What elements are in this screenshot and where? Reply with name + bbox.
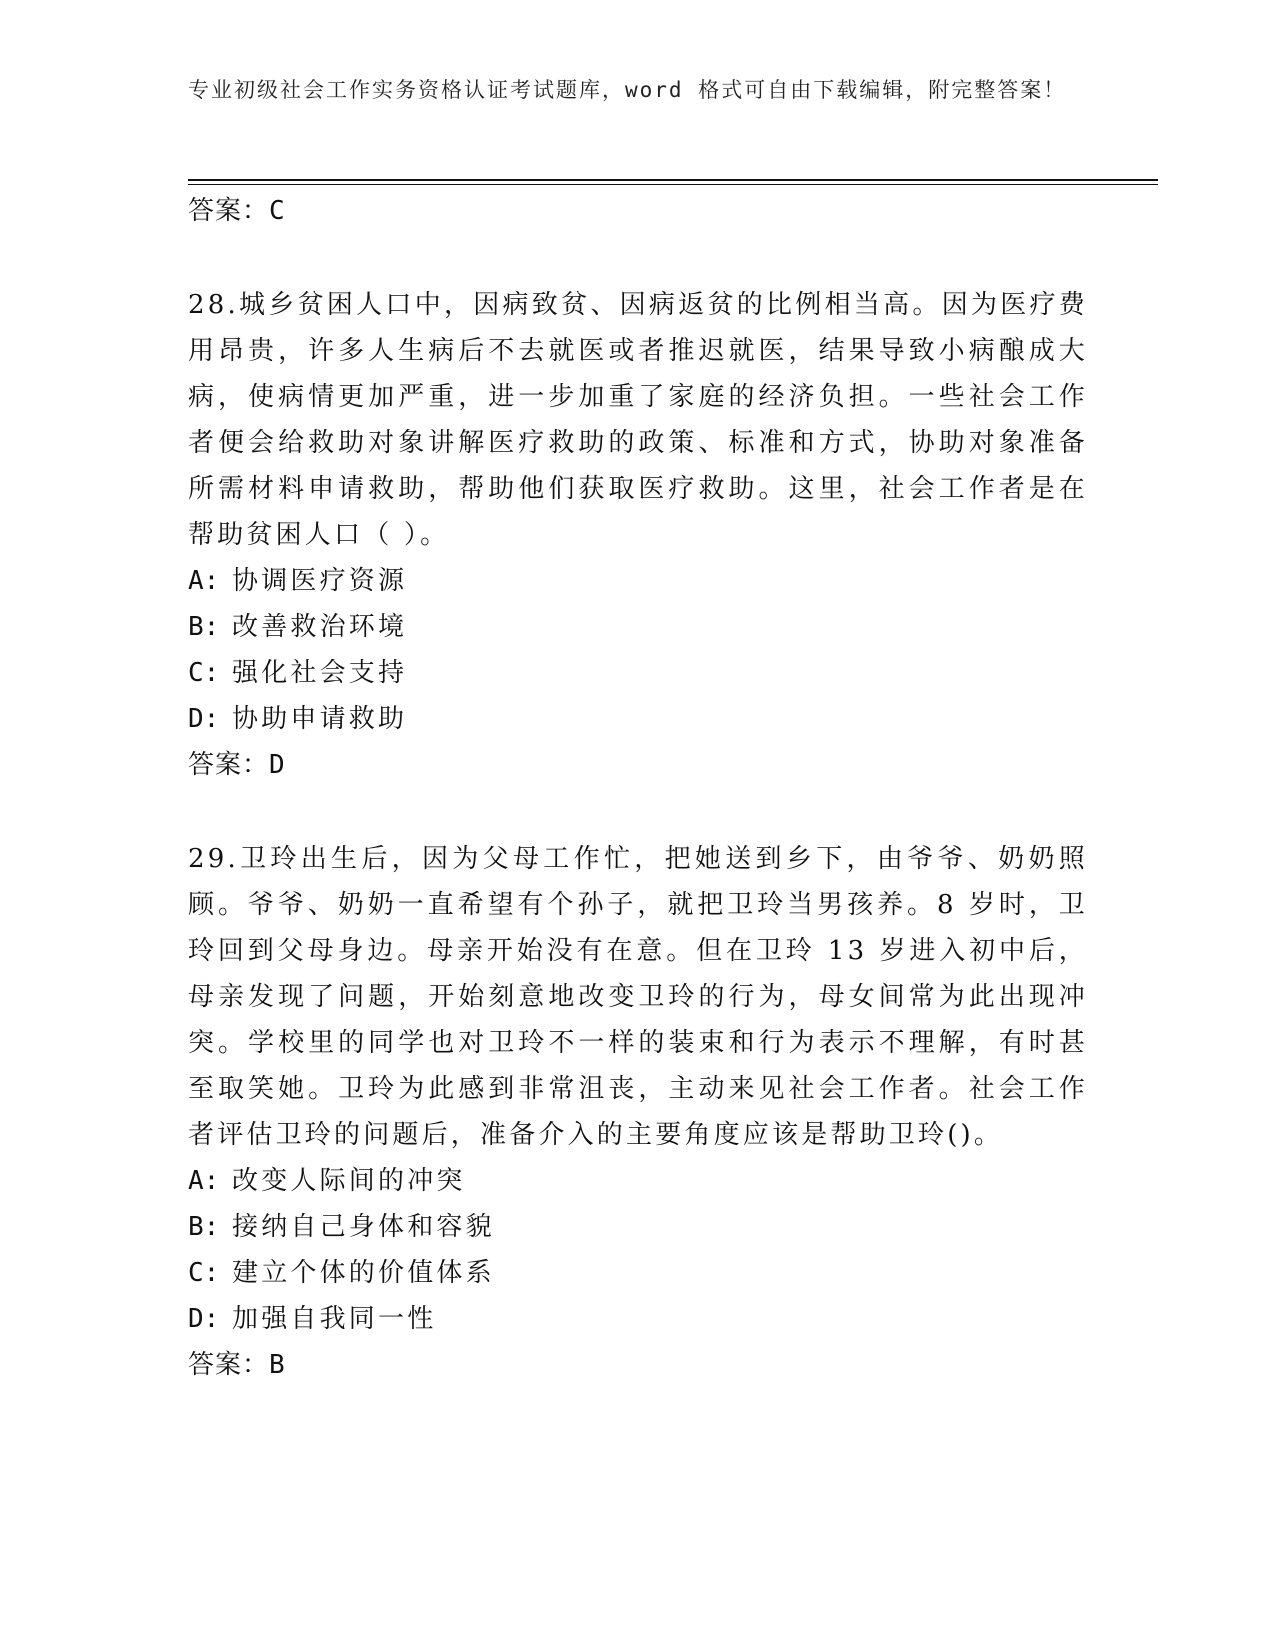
- option-key: A:: [188, 566, 220, 596]
- answer-line: 答案：B: [188, 1350, 286, 1380]
- option-a: [188, 558, 1088, 604]
- question-stem: 28.城乡贫困人口中，因病致贫、因病返贫的比例相当高。因为医疗费用昂贵，许多人生病后不去就医或者推迟就医，结果导致小病酿成大病，使病情更加严重，进一步加重了家庭的经济负担。一些社会工作者便会给救助对象讲解医疗救助的政策、标准和方式，协助对象准备所需材料申请救助，帮助他们获取医疗救助。这里，社会工作者是在帮助贫困人口（ ）。: [188, 290, 1088, 550]
- answer-line: 答案：D: [188, 750, 286, 780]
- option-text: 加强自我同一性: [232, 1304, 437, 1334]
- header-divider-thin: [188, 184, 1158, 185]
- page-header-text: 专业初级社会工作实务资格认证考试题库，word 格式可自由下载编辑，附完整答案！: [188, 78, 1067, 102]
- option-text: 改善救治环境: [232, 612, 408, 642]
- question-28: [188, 282, 1088, 788]
- option-text: 改变人际间的冲突: [232, 1166, 466, 1196]
- option-text: 建立个体的价值体系: [232, 1258, 495, 1288]
- document-body: [188, 188, 1088, 1388]
- option-c: [188, 1250, 1088, 1296]
- option-c: [188, 650, 1088, 696]
- option-a: [188, 1158, 1088, 1204]
- option-text: 协调医疗资源: [232, 566, 408, 596]
- option-key: A:: [188, 1166, 220, 1196]
- option-text: 协助申请救助: [232, 704, 408, 734]
- option-key: B:: [188, 612, 220, 642]
- answer-line: 答案：C: [188, 196, 286, 226]
- option-key: B:: [188, 1212, 220, 1242]
- option-text: 接纳自己身体和容貌: [232, 1212, 495, 1242]
- option-d: [188, 1296, 1088, 1342]
- option-b: [188, 1204, 1088, 1250]
- option-key: D:: [188, 704, 220, 734]
- question-stem: 29.卫玲出生后，因为父母工作忙，把她送到乡下，由爷爷、奶奶照顾。爷爷、奶奶一直希望有个孙子，就把卫玲当男孩养。8 岁时，卫玲回到父母身边。母亲开始没有在意。但在卫玲 13 岁进入初中后，母亲发现了问题，开始刻意地改变卫玲的行为，母女间常为此出现冲突。学校里的同学也对卫玲不一样的装束和行为表示不理解，有时甚至取笑她。卫玲为此感到非常沮丧，主动来见社会工作者。社会工作者评估卫玲的问题后，准备介入的主要角度应该是帮助卫玲()。: [188, 844, 1088, 1150]
- option-key: C:: [188, 658, 220, 688]
- option-text: 强化社会支持: [232, 658, 408, 688]
- header-divider-thick: [188, 179, 1158, 181]
- question-29: [188, 836, 1088, 1388]
- option-d: [188, 696, 1088, 742]
- option-key: D:: [188, 1304, 220, 1334]
- option-key: C:: [188, 1258, 220, 1288]
- option-b: [188, 604, 1088, 650]
